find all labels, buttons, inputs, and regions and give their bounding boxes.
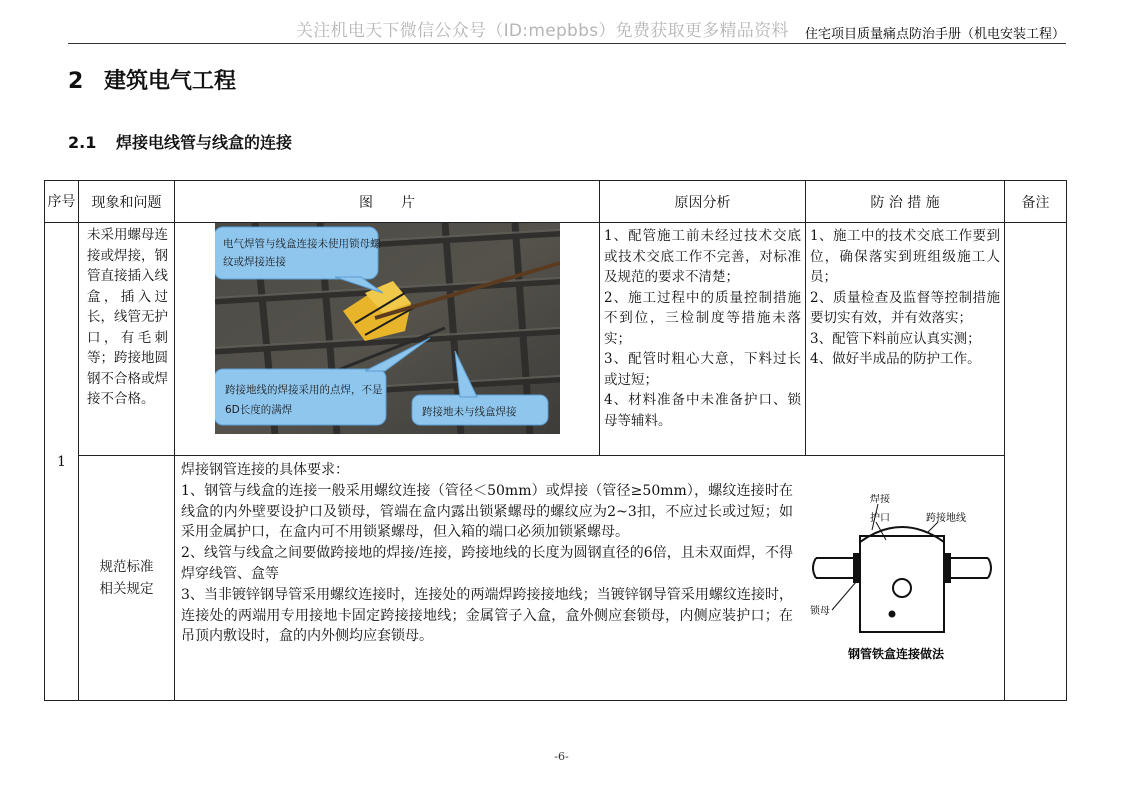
section-title: 建筑电气工程 <box>104 69 237 94</box>
section-heading <box>68 64 236 95</box>
photo-callout-top: 电气焊管与线盒连接未使用锁母螺纹或焊接连接 <box>222 238 380 268</box>
subsection-heading <box>68 130 292 153</box>
photo-callout-bottom-left: 跨接地线的焊接采用的点焊，不是 6D长度的满焊 <box>224 384 382 416</box>
prevention-text <box>806 223 1004 373</box>
prevention-cell <box>806 223 1005 456</box>
diagram-label-locknut: 锁母 <box>810 606 830 617</box>
header-rule <box>68 43 1066 44</box>
measure-item: 3、配管下料前应认真实测； <box>810 330 981 347</box>
watermark: 关注机电天下微信公众号（ID:mepbbs）免费获取更多精品资料 <box>296 21 789 41</box>
header-title: 住宅项目质量痛点防治手册（机电安装工程） <box>804 27 1065 42</box>
table-header-row <box>45 181 1067 223</box>
table-row-standards <box>45 456 1067 701</box>
measure-item: 1、施工中的技术交底工作要到位，确保落实到班组级施工人员； <box>810 228 1000 285</box>
diagram-label-bushing: 护口 <box>870 513 890 524</box>
diagram-caption: 钢管铁盒连接做法 <box>848 647 945 661</box>
cause-cell <box>600 223 806 456</box>
page-number: -6- <box>554 750 569 763</box>
requirements-cell <box>175 456 1005 701</box>
requirements-title: 焊接钢管连接的具体要求： <box>181 462 349 478</box>
header-seq <box>45 181 79 223</box>
row-seq: 1 <box>45 223 79 701</box>
measure-item: 2、质量检查及监督等控制措施要切实有效，并有效落实； <box>810 289 1000 326</box>
cause-item: 3、配管时粗心大意，下料过长或过短； <box>604 351 801 388</box>
standards-label-line: 规范标准 <box>99 559 154 575</box>
header-prevention: 防 治 措 施 <box>806 181 1005 223</box>
header-photo: 图 片 <box>175 181 600 223</box>
quality-issue-table <box>44 180 1067 701</box>
requirement-item: 3、当非镀锌钢导管采用螺纹连接时，连接处的两端焊跨接接地线；当镀锌钢导管采用螺纹连接时，连接处的两端用专用接地卡固定跨接接地线；金属管子入盒，盒外侧应套锁母，内侧应装护口；在吊顶内敷设时，盒的内外侧均应套锁母。 <box>181 586 793 645</box>
requirement-item: 2、线管与线盒之间要做跨接地的焊接/连接，跨接地线的长度为圆钢直径的6倍，且未双面焊，不得焊穿线管、盒等 <box>181 545 793 582</box>
cause-item: 2、施工过程中的质量控制措施不到位，三检制度等措施未落实； <box>604 289 801 347</box>
section-number: 2 <box>68 69 84 94</box>
photo-callout-bottom-right: 跨接地未与线盒焊接 <box>421 406 516 418</box>
subsection-number: 2.1 <box>68 133 97 152</box>
diagram-label-weld: 焊接 <box>870 494 890 505</box>
standards-label-line: 相关规定 <box>99 581 154 597</box>
photo-cell <box>175 223 600 456</box>
diagram-label-jumper: 跨接地线 <box>926 513 966 524</box>
cause-item: 4、材料准备中未准备护口、锁母等辅料。 <box>604 392 801 429</box>
phenomenon-text: 未采用螺母连接或焊接，钢管直接插入线盒，插入过长，线管无护口，有毛刺等；跨接地圆钢不合格或焊接不合格。 <box>87 227 168 407</box>
standards-label-cell <box>79 456 175 701</box>
requirements-text <box>175 456 801 651</box>
phenomenon-cell <box>79 223 175 456</box>
requirement-item: 1、钢管与线盒的连接一般采用螺纹连接（管径＜50mm）或焊接（管径≥50mm），螺纹连接时在线盒的内外壁要设护口及锁母，管端在盒内露出锁紧螺母的螺纹应为2~3扣，不应过长或过短；如采用金属护口，在盒内可不用锁紧螺母，但入箱的端口必须加锁紧螺母。 <box>181 482 793 541</box>
header-cause: 原因分析 <box>600 181 806 223</box>
measure-item: 4、做好半成品的防护工作。 <box>810 351 981 367</box>
header-phenomenon: 现象和问题 <box>79 181 175 223</box>
subsection-title: 焊接电线管与线盒的连接 <box>116 133 293 152</box>
table-row <box>45 223 1067 456</box>
site-photo <box>215 223 560 434</box>
header-remark: 备注 <box>1005 181 1067 223</box>
header-seq-label: 序号 <box>47 193 76 210</box>
conduit-box-diagram <box>808 494 998 669</box>
cause-item: 1、配管施工前未经过技术交底或技术交底工作不完善，对标准及规范的要求不清楚； <box>604 228 801 285</box>
cause-text <box>600 223 805 434</box>
remark-cell <box>1005 223 1067 701</box>
